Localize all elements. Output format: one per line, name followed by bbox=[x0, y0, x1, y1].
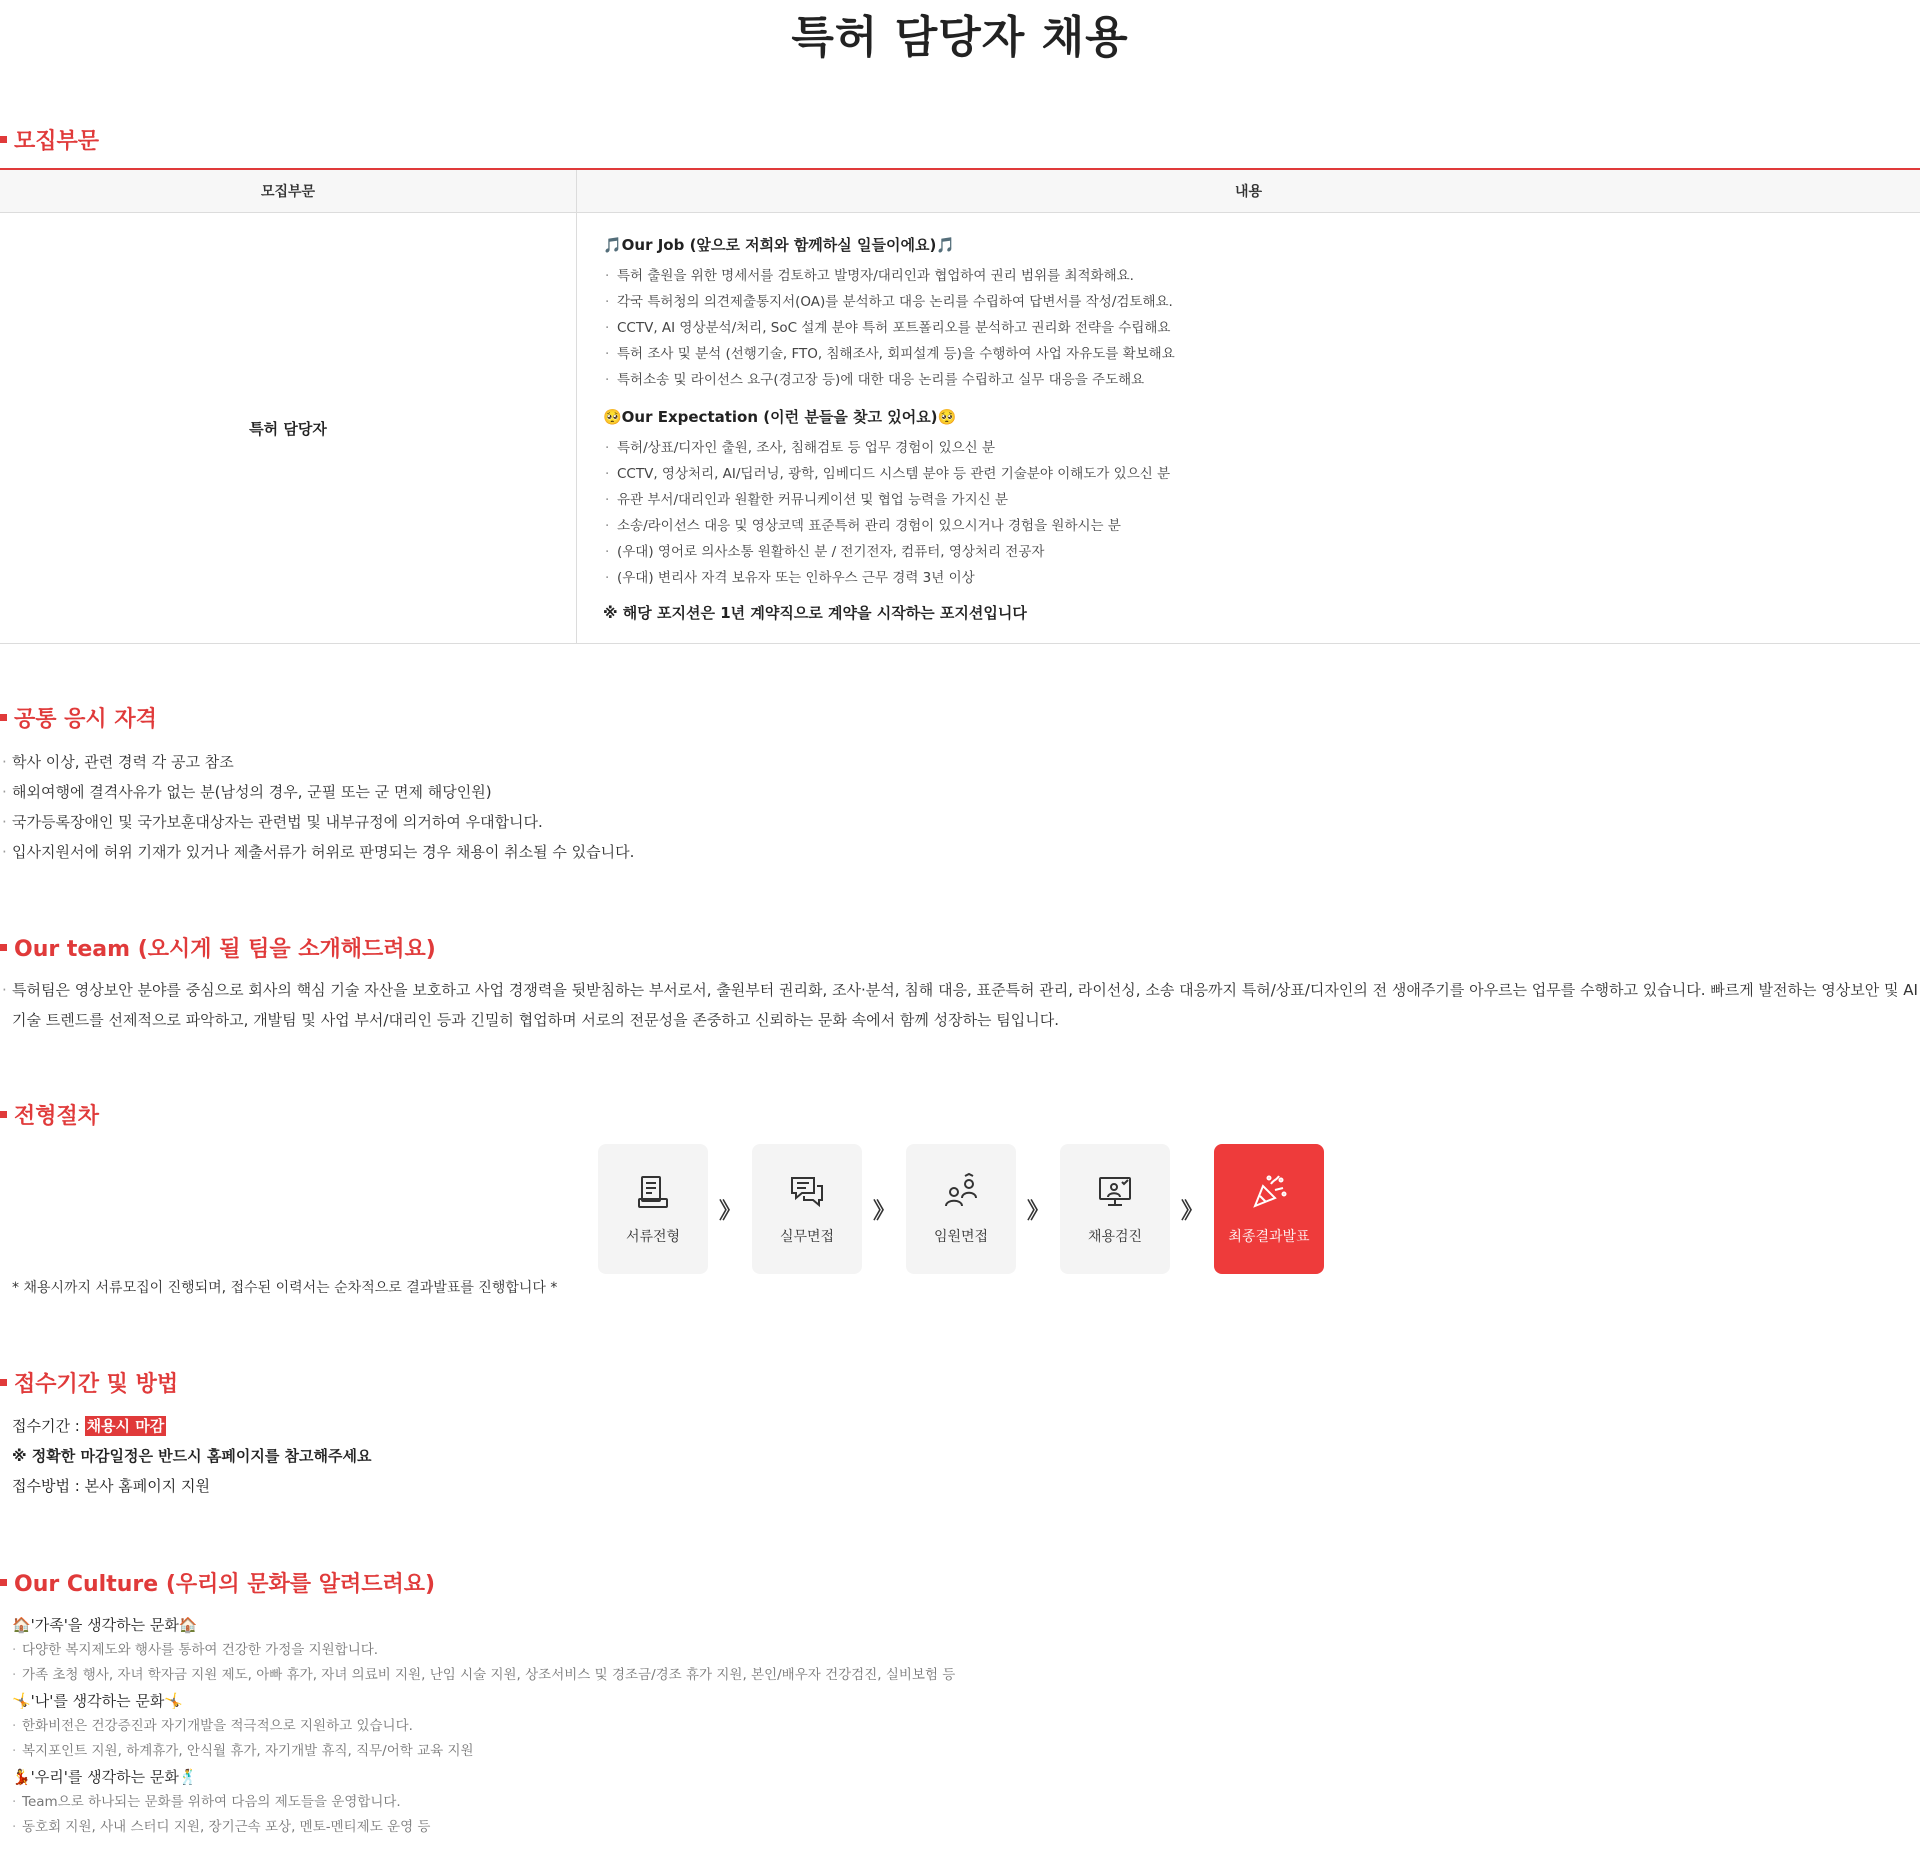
job-title: 🎵Our Job (앞으로 저희와 함께하실 일들이에요)🎵 bbox=[603, 236, 955, 254]
apply-period-value: 채용시 마감 bbox=[86, 1417, 165, 1435]
step-arrow: 》 bbox=[718, 1198, 741, 1224]
apply-period-label: 접수기간 : bbox=[12, 1417, 85, 1435]
step-executive-interview bbox=[906, 1144, 1016, 1274]
list-item: · 학사 이상, 관련 경력 각 공고 참조 bbox=[0, 747, 634, 777]
apply-warning: ※ 정확한 마감일정은 반드시 홈페이지를 참고해주세요 bbox=[12, 1447, 372, 1465]
step-practical-interview bbox=[752, 1144, 862, 1274]
section-marker bbox=[0, 944, 7, 951]
position-name: 특허 담당자 bbox=[0, 213, 577, 644]
document-icon bbox=[633, 1172, 673, 1212]
expectation-item: · CCTV, 영상처리, AI/딥러닝, 광학, 임베디드 시스템 분야 등 관련 기술분야 이해도가 있으신 분 bbox=[603, 461, 1920, 487]
job-item: · CCTV, AI 영상분석/처리, SoC 설계 분야 특허 포트폴리오를 분석하고 권리화 전략을 수립해요 bbox=[603, 315, 1920, 341]
process-steps bbox=[598, 1144, 1324, 1274]
culture-item: · 한화비전은 건강증진과 자기개발을 적극적으로 지원하고 있습니다. bbox=[12, 1714, 955, 1739]
list-item: · 입사지원서에 허위 기재가 있거나 제출서류가 허위로 판명되는 경우 채용이 취소될 수 있습니다. bbox=[0, 837, 634, 867]
section-title-process: 전형절차 bbox=[0, 1099, 99, 1130]
job-item: · 특허 조사 및 분석 (선행기술, FTO, 침해조사, 회피설계 등)을 수행하여 사업 자유도를 확보해요 bbox=[603, 341, 1920, 367]
contract-note: ※ 해당 포지션은 1년 계약직으로 계약을 시작하는 포지션입니다 bbox=[603, 604, 1027, 622]
step-final-result bbox=[1214, 1144, 1324, 1274]
culture-us-title: 💃'우리'를 생각하는 문화🕺 bbox=[12, 1768, 198, 1786]
culture-list bbox=[12, 1612, 955, 1840]
culture-item: · 가족 초청 행사, 자녀 학자금 지원 제도, 아빠 휴가, 자녀 의료비 지원, 난임 시술 지원, 상조서비스 및 경조금/경조 휴가 지원, 본인/배우자 건강검진, 실비보험 등 bbox=[12, 1663, 955, 1688]
section-marker bbox=[0, 1379, 7, 1386]
job-item: · 각국 특허청의 의견제출통지서(OA)를 분석하고 대응 논리를 수립하여 답변서를 작성/검토해요. bbox=[603, 289, 1920, 315]
recruit-table bbox=[0, 168, 1920, 644]
expectation-item: · 소송/라이선스 대응 및 영상코덱 표준특허 관리 경험이 있으시거나 경험을 원하시는 분 bbox=[603, 513, 1920, 539]
section-title-culture: Our Culture (우리의 문화를 알려드려요) bbox=[0, 1567, 435, 1598]
monitor-check-icon bbox=[1095, 1172, 1135, 1212]
apply-period bbox=[12, 1411, 371, 1441]
job-item: · 특허소송 및 라이선스 요구(경고장 등)에 대한 대응 논리를 수립하고 실무 대응을 주도해요 bbox=[603, 367, 1920, 393]
section-title-team: Our team (오시게 될 팀을 소개해드려요) bbox=[0, 932, 436, 963]
section-title-qualification: 공통 응시 자격 bbox=[0, 702, 157, 733]
expectation-item: · (우대) 영어로 의사소통 원활하신 분 / 전기전자, 컴퓨터, 영상처리 전공자 bbox=[603, 539, 1920, 565]
expectation-item: · 유관 부서/대리인과 원활한 커뮤니케이션 및 협업 능력을 가지신 분 bbox=[603, 487, 1920, 513]
culture-item: · Team으로 하나되는 문화를 위하여 다음의 제도들을 운영합니다. bbox=[12, 1790, 955, 1815]
position-details bbox=[577, 213, 1920, 644]
section-marker bbox=[0, 1579, 7, 1586]
chat-icon bbox=[787, 1172, 827, 1212]
section-marker bbox=[0, 1111, 7, 1118]
expectation-item: · (우대) 변리사 자격 보유자 또는 인하우스 근무 경력 3년 이상 bbox=[603, 565, 1920, 591]
table-row bbox=[0, 213, 1920, 644]
section-marker bbox=[0, 136, 7, 143]
expectation-title: 🥺Our Expectation (이런 분들을 찾고 있어요)🥺 bbox=[603, 408, 957, 426]
list-item: · 국가등록장애인 및 국가보훈대상자는 관련법 및 내부규정에 의거하여 우대합니다. bbox=[0, 807, 634, 837]
culture-self-title: 🤸'나'를 생각하는 문화🤸 bbox=[12, 1692, 184, 1710]
section-title-apply: 접수기간 및 방법 bbox=[0, 1367, 178, 1398]
expectation-item: · 특허/상표/디자인 출원, 조사, 침해검토 등 업무 경험이 있으신 분 bbox=[603, 435, 1920, 461]
step-label: 최종결과발표 bbox=[1228, 1229, 1310, 1245]
step-label: 서류전형 bbox=[625, 1229, 681, 1245]
step-label: 임원면접 bbox=[933, 1229, 989, 1245]
step-arrow: 》 bbox=[1180, 1198, 1203, 1224]
step-arrow: 》 bbox=[872, 1198, 895, 1224]
culture-item: · 다양한 복지제도와 행사를 통하여 건강한 가정을 지원합니다. bbox=[12, 1638, 955, 1663]
apply-method: 접수방법 : 본사 홈페이지 지원 bbox=[12, 1477, 211, 1495]
team-description: · 특허팀은 영상보안 분야를 중심으로 회사의 핵심 기술 자산을 보호하고 사업 경쟁력을 뒷받침하는 부서로서, 출원부터 권리화, 조사·분석, 침해 대응, 표준특허 관리, 라이선싱, 소송 대응까지 특허/상표/디자인의 전 생애주기를 아우르는 업무를 수행하고 있습니다. 빠르게 발전하는 영상보안 및 AI 기술 트렌드를 선제적으로 파악하고, 개발팀 및 사업 부서/대리인 등과 긴밀히 협업하며 서로의 전문성을 존중하고 신뢰하는 문화 속에서 함께 성장하는 팀입니다. bbox=[0, 975, 1918, 1035]
table-header-content: 내용 bbox=[577, 169, 1920, 213]
step-arrow: 》 bbox=[1026, 1198, 1049, 1224]
qualification-list bbox=[0, 747, 634, 867]
step-label: 실무면접 bbox=[779, 1229, 835, 1245]
process-note: * 채용시까지 서류모집이 진행되며, 접수된 이력서는 순차적으로 결과발표를 진행합니다 * bbox=[12, 1280, 558, 1296]
section-marker bbox=[0, 714, 7, 721]
party-popper-icon bbox=[1249, 1172, 1289, 1212]
apply-info bbox=[12, 1411, 371, 1501]
people-icon bbox=[941, 1172, 981, 1212]
step-document bbox=[598, 1144, 708, 1274]
culture-family-title: 🏠'가족'을 생각하는 문화🏠 bbox=[12, 1616, 198, 1634]
table-header-category: 모집부문 bbox=[0, 169, 577, 213]
culture-item: · 동호회 지원, 사내 스터디 지원, 장기근속 포상, 멘토-멘티제도 운영 등 bbox=[12, 1815, 955, 1840]
step-medical-check bbox=[1060, 1144, 1170, 1274]
step-label: 채용검진 bbox=[1087, 1229, 1143, 1245]
section-title-recruit: 모집부문 bbox=[0, 124, 99, 155]
culture-item: · 복지포인트 지원, 하계휴가, 안식월 휴가, 자기개발 휴직, 직무/어학 교육 지원 bbox=[12, 1739, 955, 1764]
page-title: 특허 담당자 채용 bbox=[791, 12, 1129, 63]
job-item: · 특허 출원을 위한 명세서를 검토하고 발명자/대리인과 협업하여 권리 범위를 최적화해요. bbox=[603, 263, 1920, 289]
list-item: · 해외여행에 결격사유가 없는 분(남성의 경우, 군필 또는 군 면제 해당인원) bbox=[0, 777, 634, 807]
